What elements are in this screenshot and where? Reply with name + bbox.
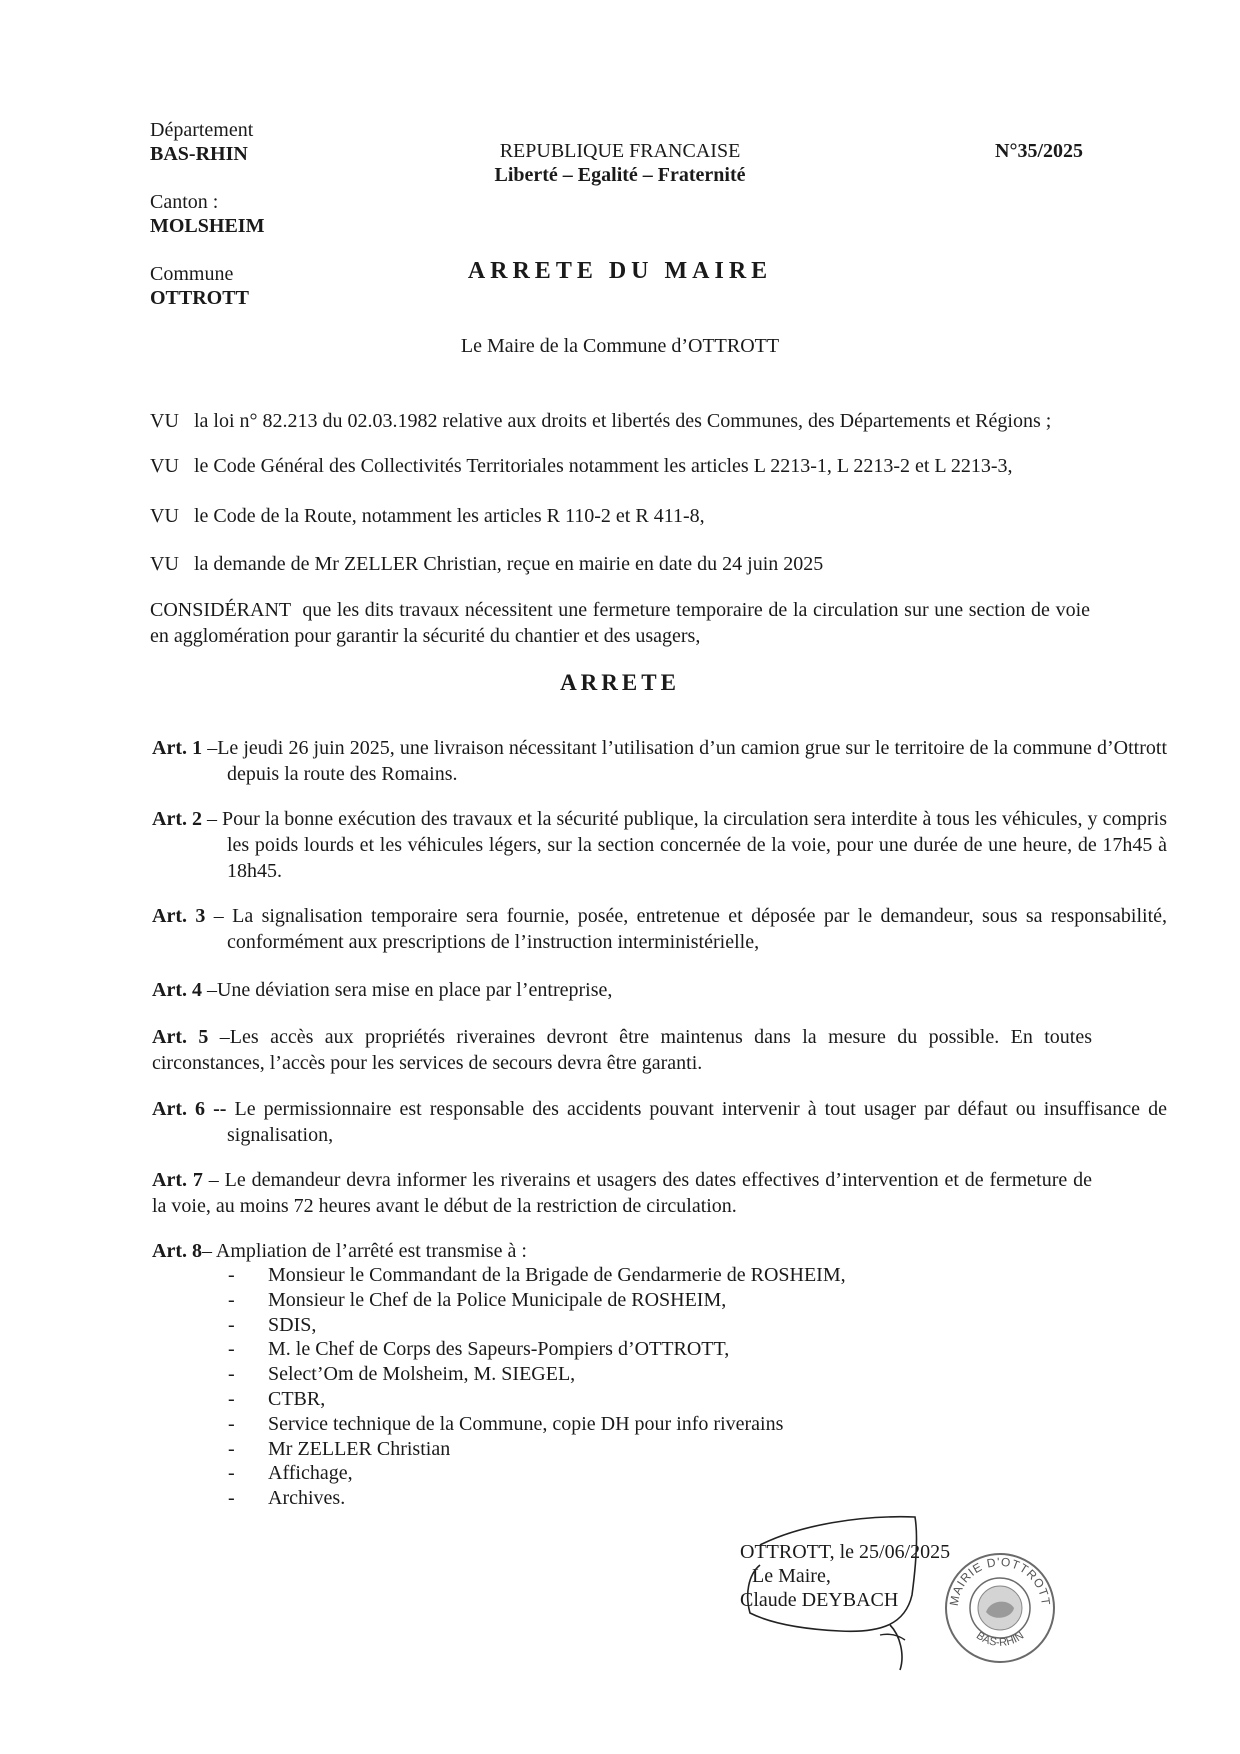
list-item: - Monsieur le Commandant de la Brigade de Gendarmerie de ROSHEIM, bbox=[228, 1264, 846, 1286]
article-text: – Le demandeur devra informer les riverains et usagers des dates effectives d’intervention et de fermeture de la voie, au moins 72 heures avant le début de la restriction de circulation. bbox=[152, 1169, 1092, 1217]
recipients-list bbox=[228, 1263, 928, 1511]
list-item: - Select’Om de Molsheim, M. SIEGEL, bbox=[228, 1363, 576, 1386]
vu-line bbox=[150, 453, 1090, 479]
article-text: – La signalisation temporaire sera fournie, posée, entretenue et déposée par le demandeur, sous sa responsabilité, conformément aux prescriptions de l’instruction interministérielle, bbox=[213, 905, 1168, 953]
signature-place-date: OTTROTT, le 25/06/2025 bbox=[740, 1541, 951, 1563]
recipient-text: Monsieur le Commandant de la Brigade de Gendarmerie de ROSHEIM, bbox=[268, 1264, 846, 1286]
recipient-text: Mr ZELLER Christian bbox=[268, 1437, 451, 1460]
signature-role: Le Maire, bbox=[752, 1565, 831, 1587]
vu-label: VU bbox=[150, 505, 179, 527]
signature-name: Claude DEYBACH bbox=[740, 1589, 899, 1611]
arrete-heading: ARRETE bbox=[560, 670, 680, 695]
handwritten-signature bbox=[740, 1505, 960, 1675]
republic-motto: Liberté – Egalité – Fraternité bbox=[494, 164, 746, 186]
list-item: - Affichage, bbox=[228, 1462, 353, 1485]
list-item: - Monsieur le Chef de la Police Municipale de ROSHEIM, bbox=[228, 1288, 727, 1311]
republic-name: REPUBLIQUE FRANCAISE bbox=[499, 140, 741, 162]
article-7 bbox=[152, 1167, 1092, 1219]
recipient-text: Select’Om de Molsheim, M. SIEGEL, bbox=[268, 1363, 576, 1386]
list-item: - CTBR, bbox=[228, 1387, 326, 1410]
considerant-label: CONSIDÉRANT bbox=[150, 599, 292, 621]
vu-line bbox=[150, 551, 1090, 577]
svg-text:MAIRIE D'OTTROTT: MAIRIE D'OTTROTT bbox=[946, 1554, 1054, 1607]
canton-label: Canton : bbox=[150, 191, 219, 213]
vu-label: VU bbox=[150, 455, 179, 477]
recipient-text: SDIS, bbox=[268, 1313, 317, 1336]
article-label: Art. 2 bbox=[152, 808, 202, 830]
page-title: ARRETE DU MAIRE bbox=[467, 258, 773, 284]
vu-line bbox=[150, 503, 1090, 529]
article-label: Art. 5 bbox=[152, 1026, 209, 1048]
header-left bbox=[150, 118, 264, 310]
article-text: – Pour la bonne exécution des travaux et la sécurité publique, la circulation sera interdite à tous les véhicules, y compris les poids lourds et les véhicules légers, sur la section concernée de la voie, pour une durée de une heure, de 17h45 à 18h45. bbox=[207, 808, 1167, 882]
mairie-stamp bbox=[942, 1550, 1058, 1666]
departement-label: Département bbox=[150, 119, 254, 141]
recipient-text: M. le Chef de Corps des Sapeurs-Pompiers d’OTTROTT, bbox=[268, 1338, 730, 1361]
vu-text: la loi n° 82.213 du 02.03.1982 relative aux droits et libertés des Communes, des Départements et Régions ; bbox=[194, 410, 1052, 432]
vu-line bbox=[150, 408, 1090, 434]
recipient-text: Monsieur le Chef de la Police Municipale de ROSHEIM, bbox=[268, 1288, 727, 1311]
article-label: Art. 7 bbox=[152, 1169, 203, 1191]
considerant bbox=[150, 597, 1090, 649]
article-text: –Les accès aux propriétés riveraines devront être maintenus dans la mesure du possible. En toutes circonstances, l’accès pour les services de secours devra être garanti. bbox=[152, 1026, 1092, 1074]
recipient-text: Archives. bbox=[268, 1487, 346, 1510]
list-item: - Archives. bbox=[228, 1487, 346, 1510]
vu-text: le Code de la Route, notamment les articles R 110-2 et R 411-8, bbox=[194, 505, 705, 527]
article-text: –Le jeudi 26 juin 2025, une livraison nécessitant l’utilisation d’un camion grue sur le territoire de la commune d’Ottrott depuis la route des Romains. bbox=[207, 737, 1167, 785]
article-label: Art. 6 -- bbox=[152, 1098, 227, 1120]
list-item: - Service technique de la Commune, copie DH pour info riverains bbox=[228, 1412, 784, 1435]
article-8 bbox=[152, 1238, 1092, 1264]
mayor-line: Le Maire de la Commune d’OTTROTT bbox=[460, 335, 780, 357]
article-text: Le permissionnaire est responsable des accidents pouvant intervenir à tout usager par défaut ou insuffisance de signalisation, bbox=[227, 1098, 1167, 1146]
svg-text:BAS-RHIN: BAS-RHIN bbox=[973, 1629, 1027, 1650]
article-2 bbox=[152, 806, 1167, 884]
article-3 bbox=[152, 903, 1167, 955]
article-label: Art. 3 bbox=[152, 905, 206, 927]
article-1 bbox=[152, 735, 1167, 787]
list-item: - SDIS, bbox=[228, 1313, 317, 1336]
article-text: –Une déviation sera mise en place par l’entreprise, bbox=[206, 979, 613, 1001]
recipient-text: Affichage, bbox=[268, 1462, 353, 1485]
commune-value: OTTROTT bbox=[150, 287, 249, 309]
commune-label: Commune bbox=[150, 263, 234, 285]
recipient-text: CTBR, bbox=[268, 1387, 326, 1410]
recipient-text: Service technique de la Commune, copie DH pour info riverains bbox=[268, 1412, 784, 1435]
article-6 bbox=[152, 1096, 1167, 1148]
vu-label: VU bbox=[150, 553, 179, 575]
canton-value: MOLSHEIM bbox=[150, 215, 265, 237]
vu-text: la demande de Mr ZELLER Christian, reçue en mairie en date du 24 juin 2025 bbox=[194, 553, 824, 575]
republic-block bbox=[420, 139, 820, 187]
article-4 bbox=[152, 977, 1092, 1003]
decree-number: N°35/2025 bbox=[995, 140, 1083, 162]
article-label: Art. 1 bbox=[152, 737, 203, 759]
article-5 bbox=[152, 1024, 1092, 1076]
list-item: - M. le Chef de Corps des Sapeurs-Pompiers d’OTTROTT, bbox=[228, 1338, 730, 1361]
article-label: Art. 8 bbox=[152, 1240, 202, 1262]
departement-value: BAS-RHIN bbox=[150, 143, 248, 165]
vu-text: le Code Général des Collectivités Territoriales notamment les articles L 2213-1, L 2213-2 et L 2213-3, bbox=[194, 455, 1013, 477]
vu-label: VU bbox=[150, 410, 179, 432]
article-label: Art. 4 bbox=[152, 979, 202, 1001]
considerant-text: que les dits travaux nécessitent une fermeture temporaire de la circulation sur une section de voie en agglomération pour garantir la sécurité du chantier et des usagers, bbox=[150, 599, 1090, 647]
article-text: – Ampliation de l’arrêté est transmise à : bbox=[201, 1240, 527, 1262]
list-item: - Mr ZELLER Christian bbox=[228, 1437, 451, 1460]
